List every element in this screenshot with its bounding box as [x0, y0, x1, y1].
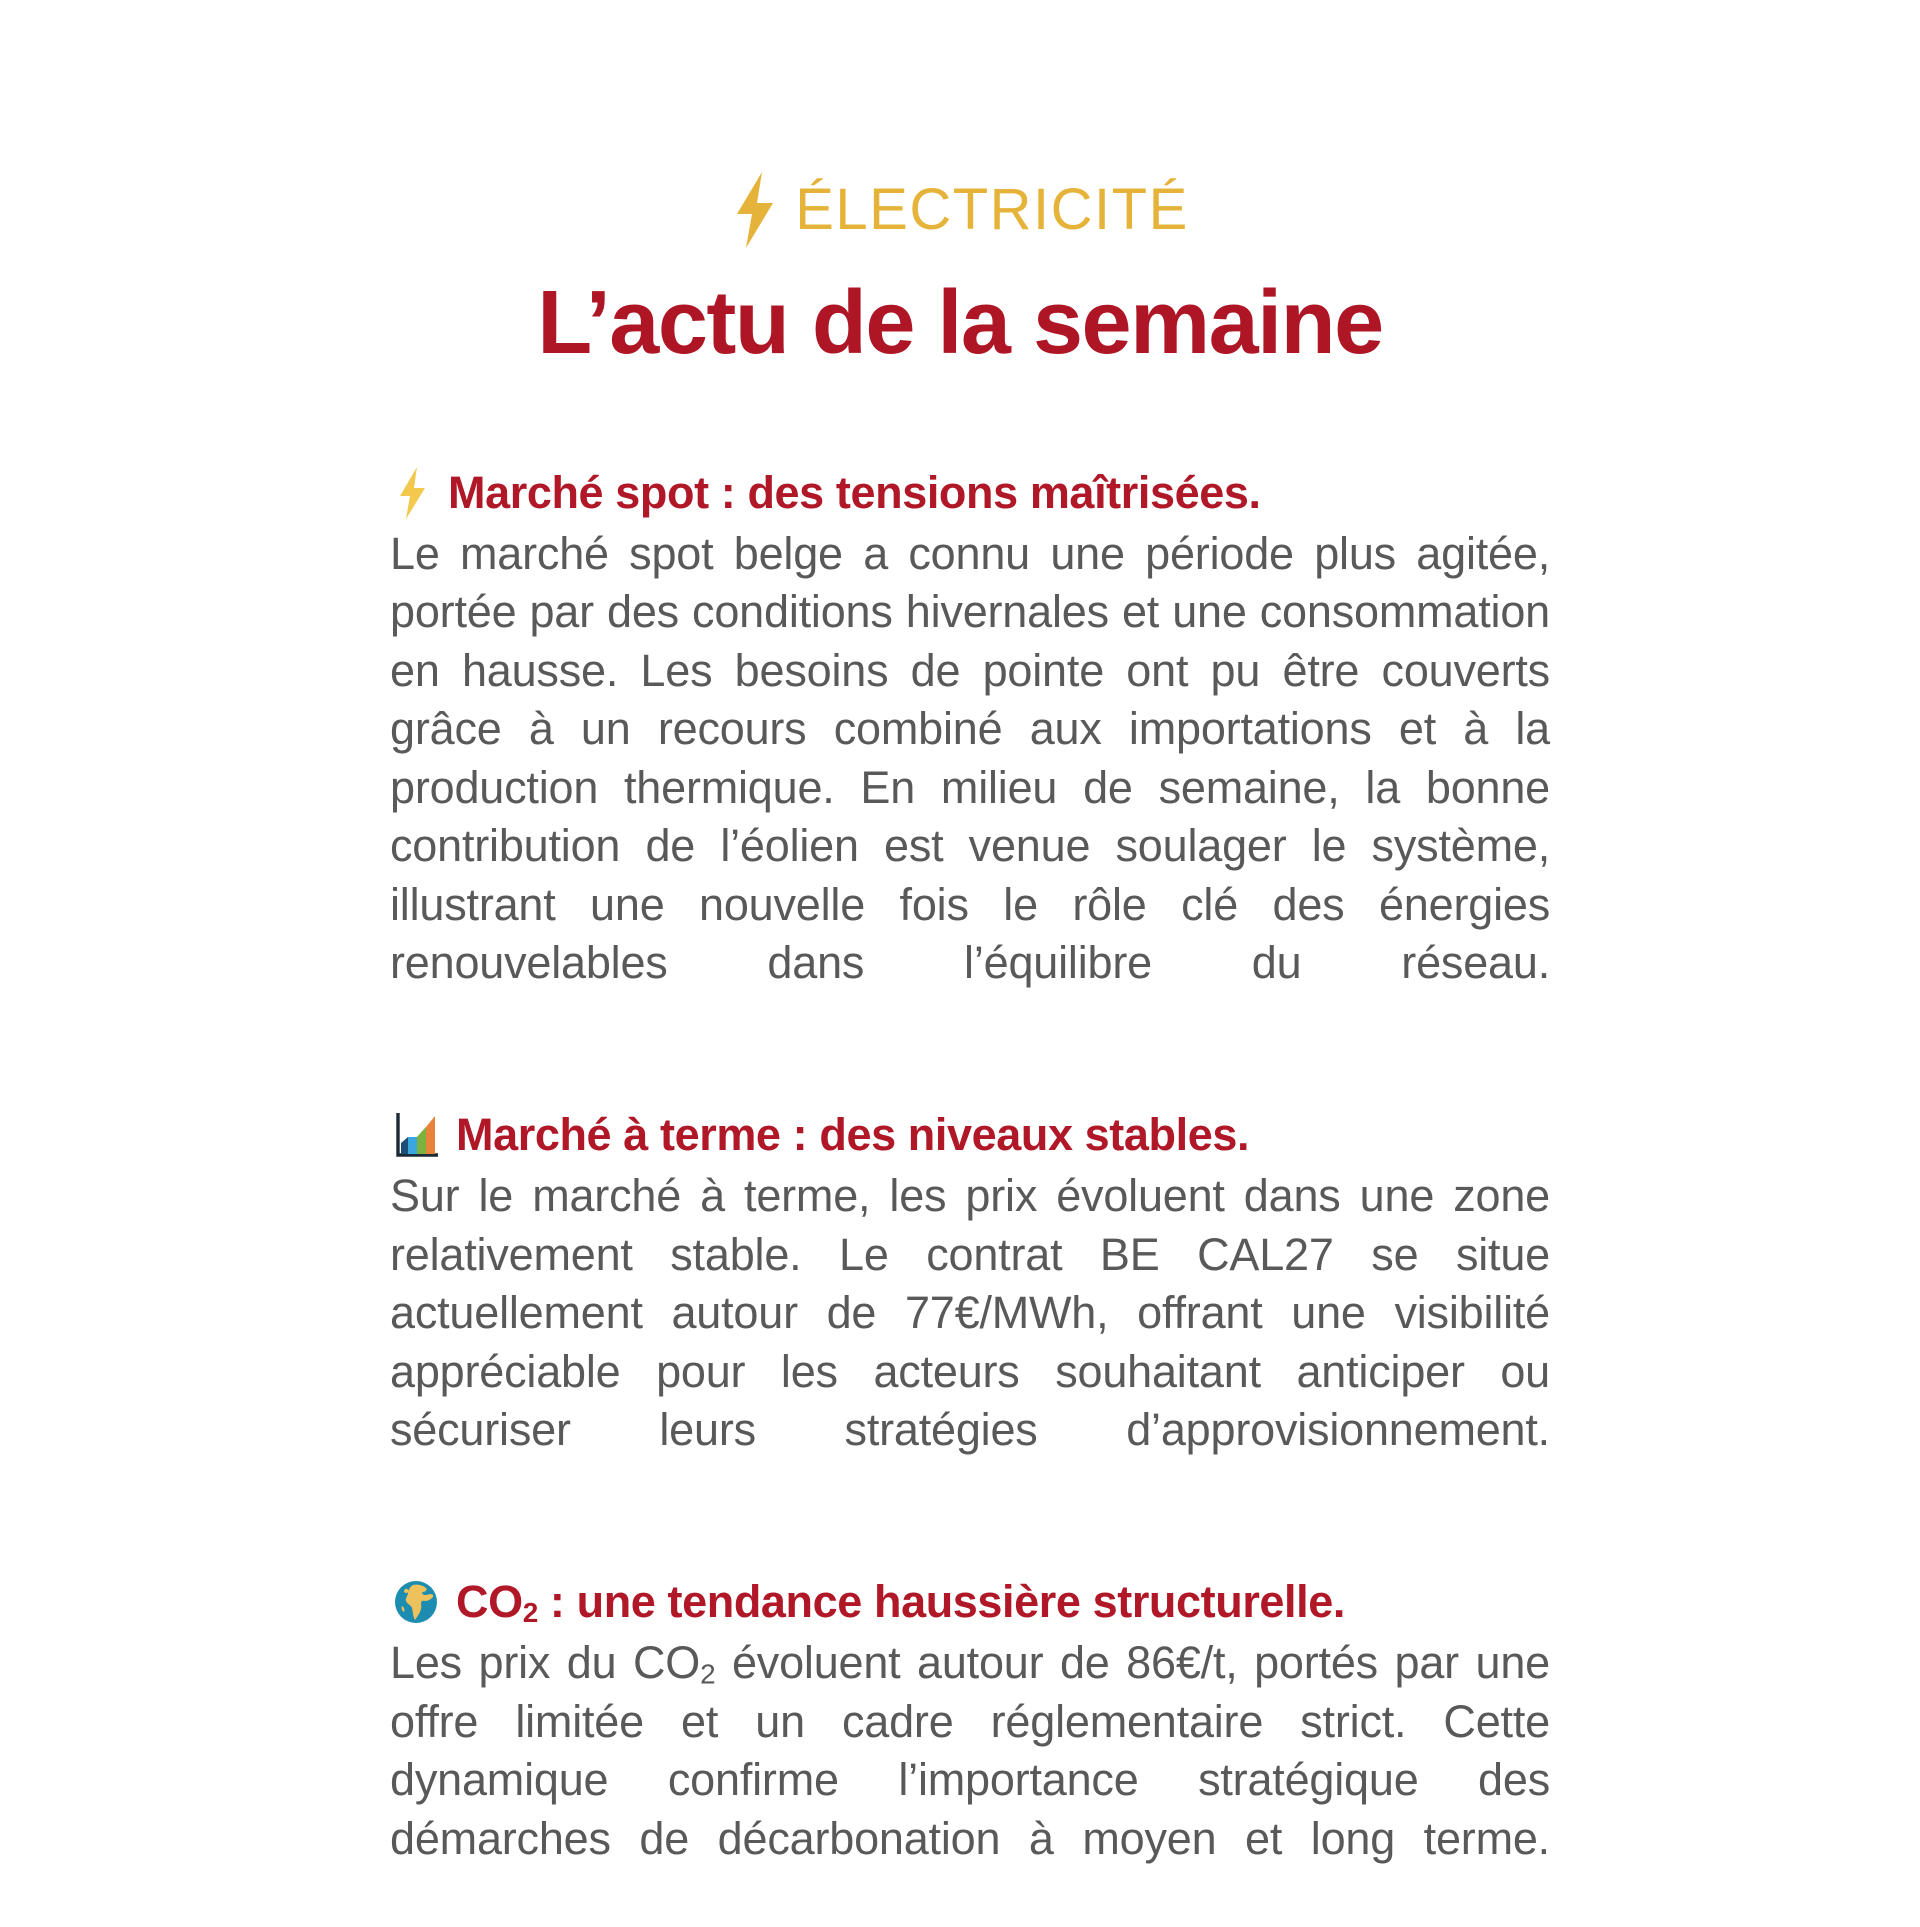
content-area	[190, 467, 1730, 1927]
section-marche-spot	[390, 467, 1550, 1052]
section-title-subscript: 2	[522, 1597, 538, 1629]
eyebrow-row	[0, 172, 1920, 248]
section-header	[390, 1109, 1550, 1161]
lightning-bolt-icon	[731, 172, 777, 248]
section-header	[390, 467, 1550, 519]
lightning-bolt-icon	[390, 467, 434, 519]
section-body	[390, 1634, 1550, 1927]
section-co2	[390, 1576, 1550, 1927]
section-body: Sur le marché à terme, les prix évoluent dans une zone relativement stable. Le contrat BE CAL27 se situe actuellement autour de 77€/MWh, offrant une visibilité appréciable pour les acteurs souhaitant anticiper ou sécuriser leurs stratégies d’approvisionnement.	[390, 1170, 1550, 1455]
section-title	[456, 1577, 1345, 1627]
section-header	[390, 1576, 1550, 1628]
section-body: Le marché spot belge a connu une période plus agitée, portée par des conditions hivernales et une consommation en hausse. Les besoins de pointe ont pu être couverts grâce à un recours combiné aux importations et à la production thermique. En milieu de semaine, la bonne contribution de l’éolien est venue soulager le système, illustrant une nouvelle fois le rôle clé des énergies renouvelables dans l’équilibre du réseau.	[390, 527, 1550, 988]
section-title-prefix: CO	[456, 1576, 523, 1628]
section-title-suffix: : une tendance haussière structurelle.	[537, 1576, 1345, 1628]
section-body-part1: Les prix du CO	[390, 1637, 701, 1688]
section-marche-a-terme	[390, 1109, 1550, 1518]
page-header	[0, 0, 1920, 371]
page-title: L’actu de la semaine	[537, 273, 1383, 373]
section-body-part2: évoluent autour de 86€/t, portés par une offre limitée et un cadre réglementaire strict. Cette dynamique confirme l’importance stratégique des démarches de décarbonation à moyen et long terme.	[390, 1637, 1550, 1864]
globe-icon	[390, 1576, 442, 1628]
section-title: Marché à terme : des niveaux stables.	[456, 1109, 1250, 1161]
section-body-subscript: 2	[700, 1658, 716, 1690]
section-title: Marché spot : des tensions maîtrisées.	[448, 466, 1261, 518]
eyebrow-label: ÉLECTRICITÉ	[795, 177, 1189, 242]
bar-chart-icon	[390, 1109, 442, 1161]
